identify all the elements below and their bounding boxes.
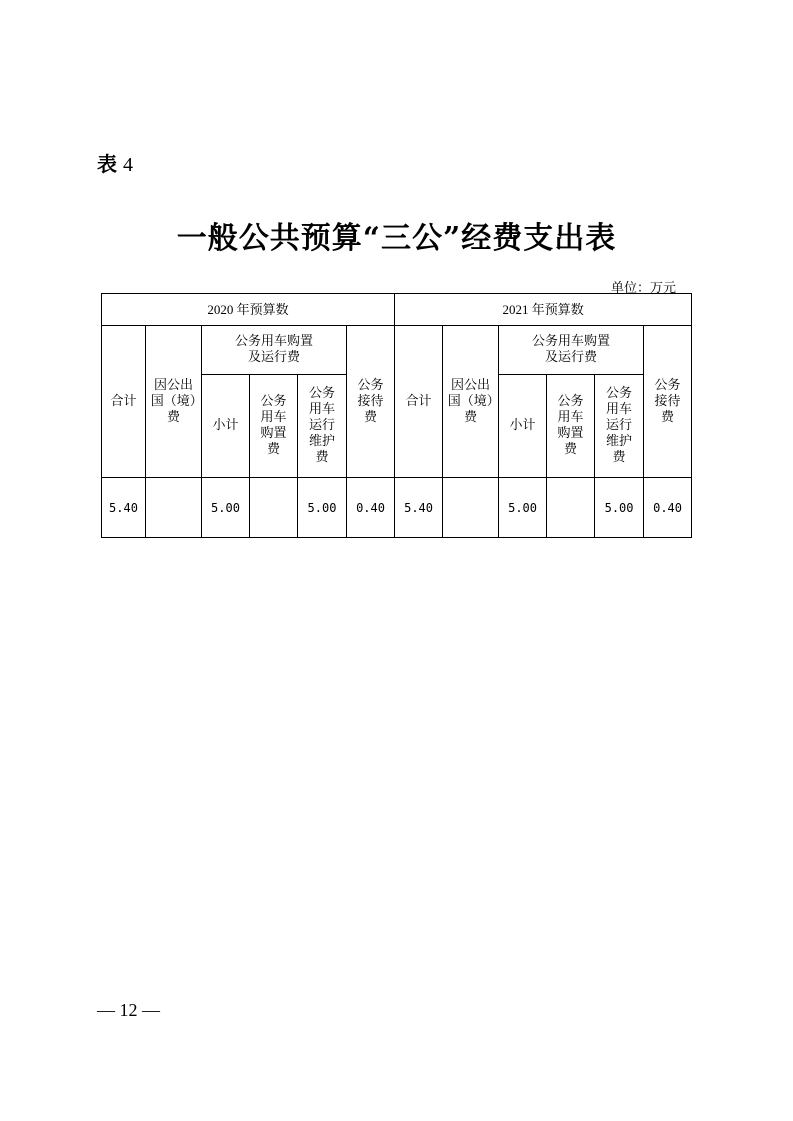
header-subtotal-label: 小计 (212, 418, 239, 433)
page-title: 一般公共预算“三公”经费支出表 (176, 221, 617, 256)
header-vehicle-purchase-label: 公务用车购置费 (557, 394, 584, 457)
cell-2020-total: 5.40 (102, 478, 146, 538)
header-subtotal (202, 375, 250, 478)
table-row (102, 478, 692, 538)
cell-2020-vehicle-purchase (250, 478, 298, 538)
header-total-label: 合计 (405, 393, 432, 409)
header-vehicle-purchase (547, 375, 595, 478)
cell-2021-total: 5.40 (395, 478, 443, 538)
header-reception (347, 326, 395, 478)
cell-2021-vehicle-purchase (547, 478, 595, 538)
cell-2020-overseas (146, 478, 202, 538)
header-reception-label: 公务接待费 (357, 377, 384, 425)
header-vehicle-group-label: 公务用车购置及运行费 (532, 334, 611, 365)
header-overseas-label: 因公出国（境）费 (150, 377, 197, 425)
header-vehicle-operation-label: 公务用车运行维护费 (606, 386, 633, 465)
year-header-2021: 2021 年预算数 (395, 294, 692, 326)
cell-2021-subtotal: 5.00 (499, 478, 547, 538)
cell-2020-subtotal: 5.00 (202, 478, 250, 538)
header-subtotal-label: 小计 (509, 418, 536, 433)
header-vehicle-operation-label: 公务用车运行维护费 (308, 386, 335, 465)
cell-2021-vehicle-operation: 5.00 (595, 478, 644, 538)
header-overseas (443, 326, 499, 478)
header-total (102, 326, 146, 478)
header-vehicle-group (499, 326, 644, 375)
page-number: — 12 — (97, 1000, 160, 1020)
budget-table (101, 293, 692, 538)
cell-2020-vehicle-operation: 5.00 (298, 478, 347, 538)
cell-2021-reception: 0.40 (644, 478, 692, 538)
year-header-2020: 2020 年预算数 (102, 294, 395, 326)
cell-2021-overseas (443, 478, 499, 538)
header-vehicle-purchase (250, 375, 298, 478)
header-vehicle-group-label: 公务用车购置及运行费 (234, 334, 313, 365)
header-overseas-label: 因公出国（境）费 (447, 377, 494, 425)
header-overseas (146, 326, 202, 478)
header-reception (644, 326, 692, 478)
header-total (395, 326, 443, 478)
header-total-label: 合计 (110, 393, 137, 409)
table-label-prefix: 表 (97, 152, 117, 176)
header-reception-label: 公务接待费 (654, 377, 681, 425)
cell-2020-reception: 0.40 (347, 478, 395, 538)
header-vehicle-operation (595, 375, 644, 478)
unit-note: 单位：万元 (610, 281, 676, 296)
table-label-number: 4 (123, 154, 133, 176)
header-vehicle-operation (298, 375, 347, 478)
table-label (97, 148, 133, 177)
header-vehicle-group (202, 326, 347, 375)
header-vehicle-purchase-label: 公务用车购置费 (260, 394, 287, 457)
header-subtotal (499, 375, 547, 478)
